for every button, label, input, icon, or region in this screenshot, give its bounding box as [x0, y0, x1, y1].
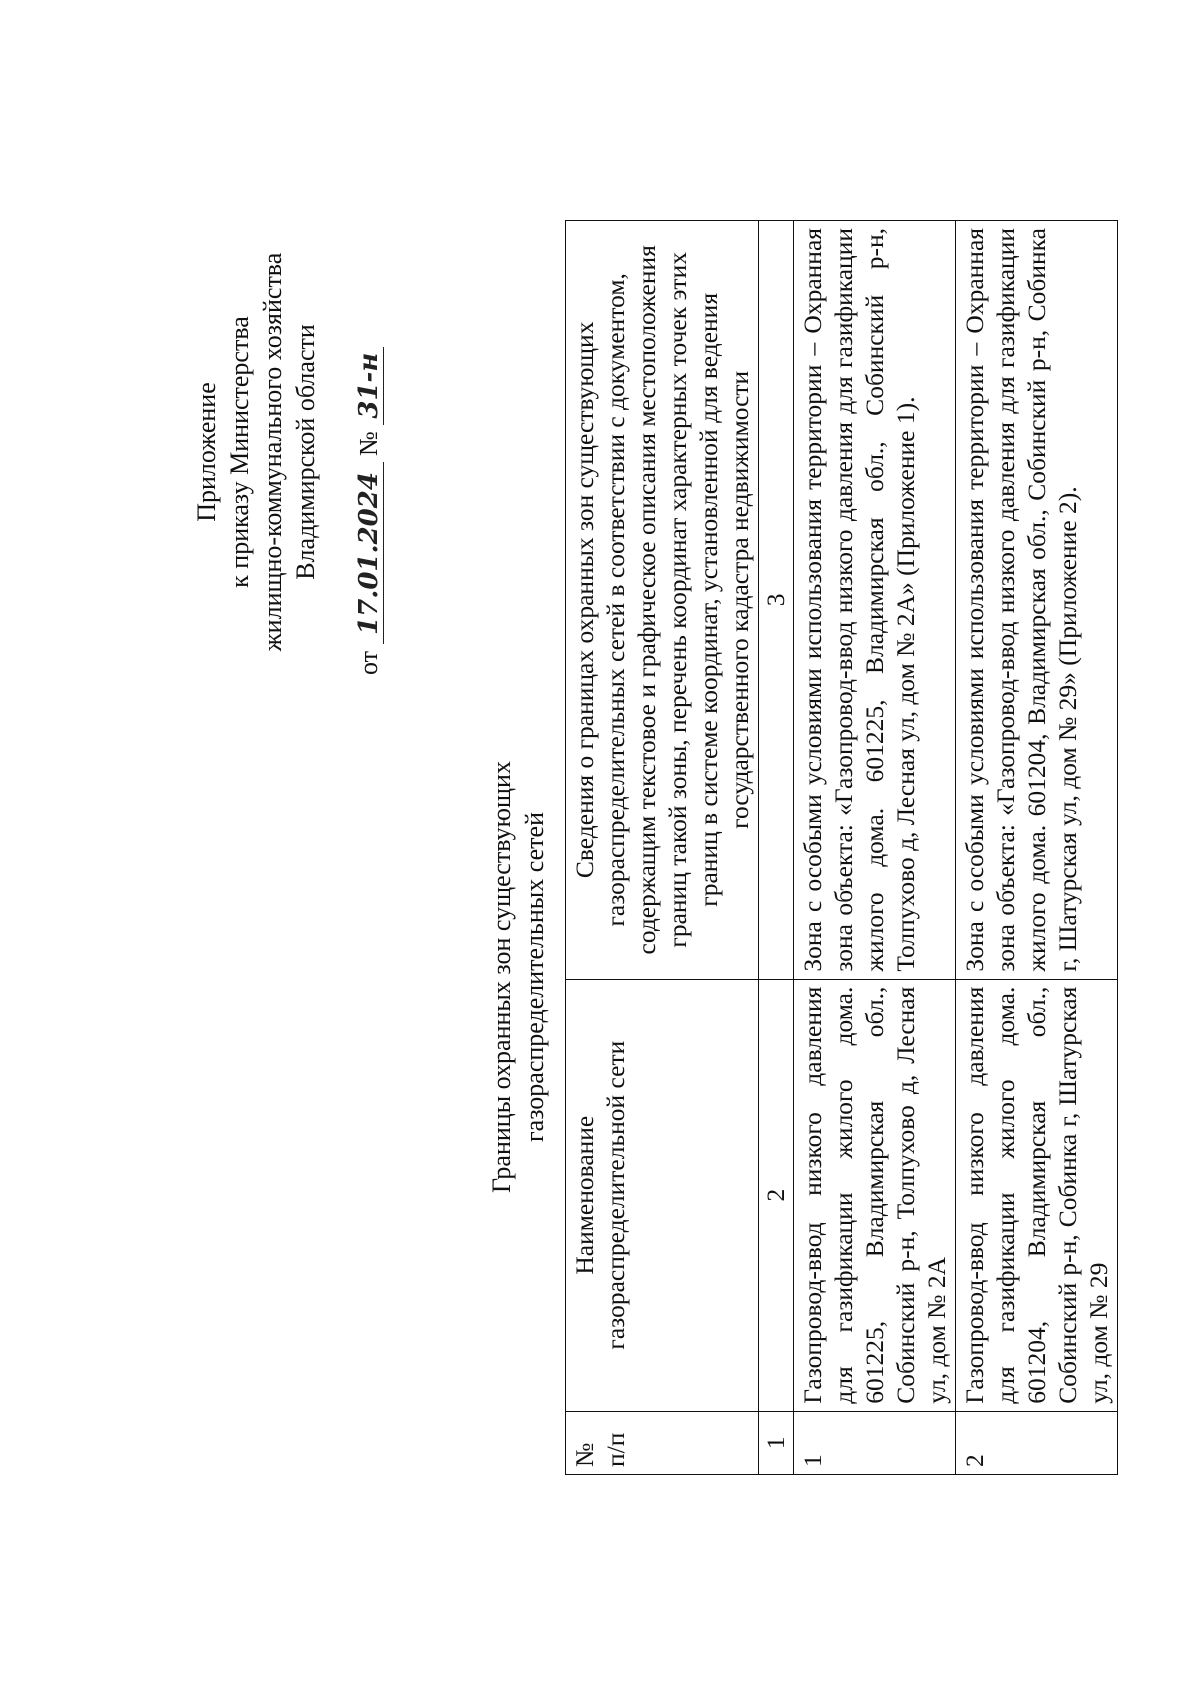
protection-zones-table	[565, 220, 1118, 1475]
header-zone-info: Сведения о границах охранных зон существующих газораспределительных сетей в соответствии с документом, содержащим текстовое и графическое описания местоположения границ такой зоны, перечень координат характерных точек этих границ в системе координат, установленной для ведения государственного кадастра недвижимости	[566, 221, 759, 980]
zone-info: Зона с особыми условиями использования территории – Охранная зона объекта: «Газопровод-ввод низкого давления для газификации жилого дома. 601204, Владимирская обл., Собинский р-н, Собинка г, Шатурская ул, дом № 29» (Приложение 2).	[956, 221, 1118, 980]
appendix-order-ref: к приказу Министерства	[225, 316, 254, 588]
table-row	[956, 221, 1118, 1475]
header-number: № п/п	[566, 1411, 759, 1474]
appendix-block	[190, 217, 385, 687]
network-name: Газопровод-ввод низкого давления для газификации жилого дома. 601204, Владимирская обл., Собинский р-н, Собинка г, Шатурская ул, дом № 29	[956, 979, 1118, 1411]
handwritten-date: 17.01.2024	[355, 462, 384, 644]
column-number: 1	[759, 1411, 794, 1474]
document-title	[485, 652, 551, 1302]
network-name: Газопровод-ввод низкого давления для газификации жилого дома. 601225, Владимирская обл., Собинский р-н, Толпухово д, Лесная ул, дом № 2А	[794, 979, 956, 1411]
title-line-1: Границы охранных зон существующих	[487, 761, 516, 1193]
table-header-row	[566, 221, 759, 1475]
column-number-row	[759, 221, 794, 1475]
row-number: 1	[794, 1411, 956, 1474]
column-number: 2	[759, 979, 794, 1411]
header-network-name: Наименование газораспределительной сети	[566, 979, 759, 1411]
document-page	[95, 52, 1113, 1652]
order-date-line	[352, 217, 385, 687]
table-row	[794, 221, 956, 1475]
handwritten-number: 31-н	[355, 347, 384, 425]
title-line-2: газораспределительных сетей	[520, 812, 549, 1143]
column-number: 3	[759, 221, 794, 980]
date-prefix: от	[354, 650, 383, 675]
row-number: 2	[956, 1411, 1118, 1474]
appendix-region: Владимирской области	[291, 324, 320, 580]
number-prefix: №	[354, 431, 383, 456]
appendix-label: Приложение	[192, 382, 221, 522]
appendix-ministry: жилищно-коммунального хозяйства	[258, 252, 287, 652]
zone-info: Зона с особыми условиями использования территории – Охранная зона объекта: «Газопровод-ввод низкого давления для газификации жилого дома. 601225, Владимирская обл., Собинский р-н, Толпухово д, Лесная ул, дом № 2А» (Приложение 1).	[794, 221, 956, 980]
